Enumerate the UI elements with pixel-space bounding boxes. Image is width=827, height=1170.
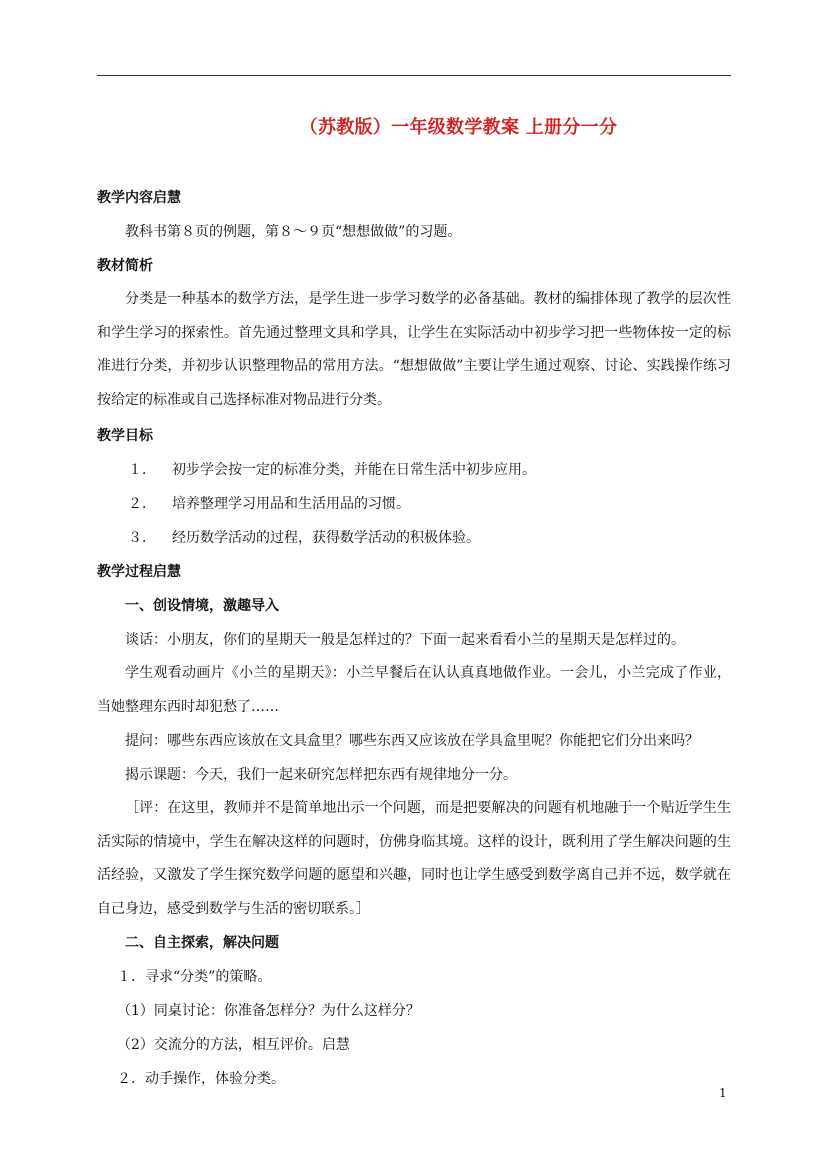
step1a-text: （1）同桌讨论：你准备怎样分？为什么这样分？: [117, 1003, 420, 1019]
goal-number: １．: [128, 462, 156, 478]
goal-text: 培养整理学习用品和生活用品的习惯。: [172, 496, 410, 512]
section-heading-goals: 教学目标: [97, 428, 153, 444]
page-number: 1: [719, 1086, 727, 1100]
goal-item: [97, 487, 731, 521]
step1b-text: （2）交流分的方法，相互评价。启慧: [117, 1037, 350, 1053]
goal-number: ３．: [128, 530, 156, 546]
goal-text: 经历数学活动的过程，获得数学活动的积极体验。: [172, 530, 480, 546]
talk-paragraph: 谈话：小朋友，你们的星期天一般是怎样过的？下面一起来看看小兰的星期天是怎样过的。: [125, 632, 685, 648]
goal-item: [97, 521, 731, 555]
ask-paragraph: 提问：哪些东西应该放在文具盒里？哪些东西又应该放在学具盒里呢？你能把它们分出来吗？: [125, 733, 699, 749]
header-rule: [97, 75, 731, 76]
goal-item: [97, 453, 731, 487]
analysis-paragraph: 分类是一种基本的数学方法，是学生进一步学习数学的必备基础。教材的编排体现了教学的层次性和学生学习的探索性。首先通过整理文具和学具，让学生在实际活动中初步学习把一些物体按一定的标准进行分类，并初步认识整理物品的常用方法。“想想做做”主要让学生通过观察、讨论、实践操作练习按给定的标准或自己选择标准对物品进行分类。: [97, 291, 731, 408]
reveal-paragraph: 揭示课题：今天，我们一起来研究怎样把东西有规律地分一分。: [125, 767, 517, 783]
part1-heading: 一、创设情境，激趣导入: [125, 598, 279, 614]
part2-heading: 二、自主探索，解决问题: [125, 935, 279, 951]
watch-paragraph: 学生观看动画片《小兰的星期天》：小兰早餐后在认认真真地做作业。一会儿，小兰完成了作业，当她整理东西时却犯愁了……: [97, 665, 731, 715]
step1-text: １．寻求“分类”的策略。: [117, 969, 272, 985]
goal-number: ２．: [128, 496, 156, 512]
comment-paragraph: ［评：在这里，教师并不是简单地出示一个问题，而是把要解决的问题有机地融于一个贴近学生生活实际的情境中，学生在解决这样的问题时，仿佛身临其境。这样的设计，既利用了学生解决问题的生活经验，又激发了学生探究数学问题的愿望和兴趣，同时也让学生感受到数学离自己并不远，数学就在自己身边，感受到数学与生活的密切联系。］: [97, 800, 731, 917]
document-body: [97, 181, 731, 1096]
goal-text: 初步学会按一定的标准分类，并能在日常生活中初步应用。: [172, 462, 536, 478]
step2-text: ２．动手操作，体验分类。: [117, 1071, 285, 1087]
section-heading-process: 教学过程启慧: [97, 564, 181, 580]
section-heading-analysis: 教材简析: [97, 258, 153, 274]
document-title: （苏教版）一年级数学教案 上册分一分: [299, 117, 618, 138]
content-paragraph: 教科书第８页的例题，第８～９页“想想做做”的习题。: [125, 224, 462, 240]
section-heading-content: 教学内容启慧: [97, 190, 181, 206]
